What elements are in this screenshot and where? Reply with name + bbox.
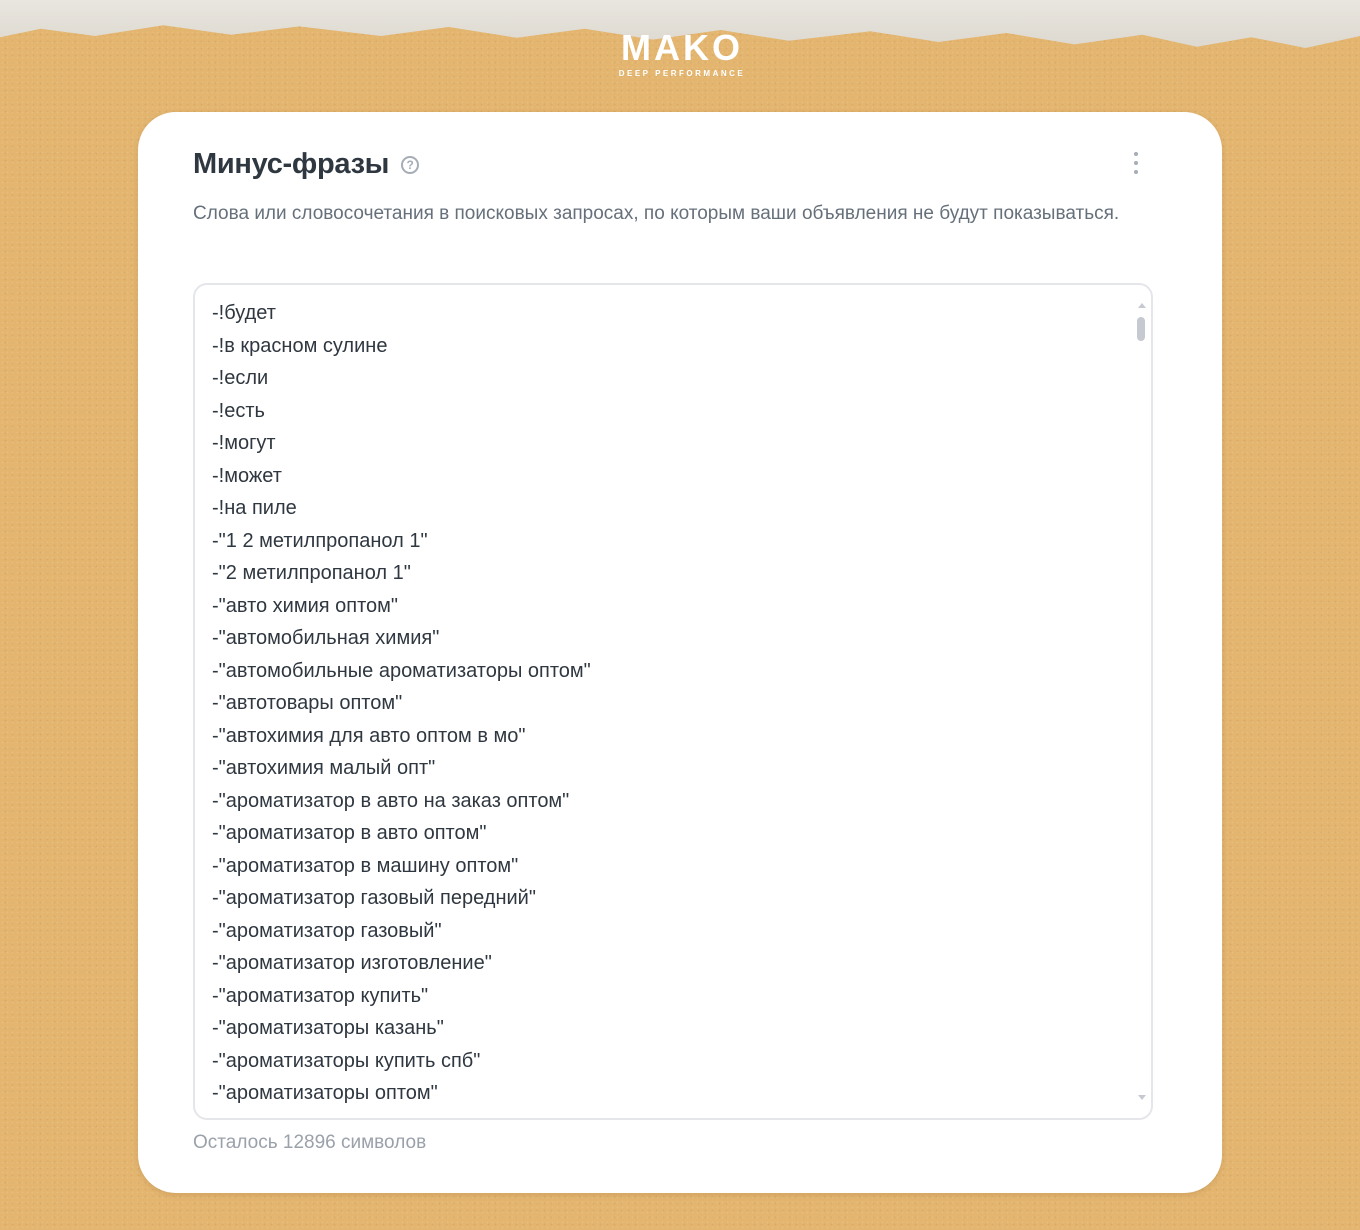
phrase-line: -"ароматизатор в авто оптом" — [212, 822, 487, 844]
phrase-line: -"ароматизаторы казань" — [212, 1017, 444, 1039]
phrase-line: -"автохимия для авто оптом в мо" — [212, 724, 526, 747]
phrase-line: -!в красном сулине — [212, 334, 388, 357]
logo-wordmark: MAKO — [621, 27, 743, 68]
phrase-line: -"автотовары оптом" — [212, 692, 403, 714]
phrase-line: -!есть — [212, 399, 265, 422]
phrase-line: -"ароматизаторы оптом" — [212, 1082, 438, 1104]
phrase-line: -"автохимия малый опт" — [212, 757, 436, 779]
brand-logo — [600, 27, 764, 78]
minus-phrases-textarea[interactable] — [193, 283, 1153, 1120]
scroll-down-arrow-icon[interactable] — [1138, 1095, 1146, 1100]
phrase-line: -"2 метилпропанол 1" — [212, 562, 411, 584]
phrase-line: -!будет — [212, 302, 276, 324]
scroll-thumb[interactable] — [1137, 317, 1145, 341]
phrase-line: -!могут — [212, 432, 276, 454]
section-description: Слова или словосочетания в поисковых запросах, по которым ваши объявления не будут показываться. — [193, 203, 1120, 224]
phrase-line: -"ароматизатор в авто на заказ оптом" — [212, 789, 570, 812]
phrase-line: -"ароматизатор газовый" — [212, 919, 442, 942]
section-title: Минус-фразы — [193, 148, 390, 180]
scrollbar[interactable] — [1133, 285, 1151, 1118]
phrase-line: -"ароматизатор изготовление" — [212, 952, 492, 974]
phrase-line: -"ароматизатор в машину оптом" — [212, 854, 519, 877]
help-icon[interactable]: ? — [401, 156, 419, 174]
phrase-line: -!может — [212, 464, 282, 487]
logo-tagline: DEEP PERFORMANCE — [618, 69, 746, 78]
phrase-line: -!на пиле — [212, 497, 297, 519]
phrase-line: -"ароматизаторы купить спб" — [212, 1049, 481, 1072]
phrase-line: -"ароматизатор купить" — [212, 984, 429, 1007]
phrase-line: -"ароматизатор газовый передний" — [212, 887, 536, 909]
phrase-line: -!если — [212, 367, 269, 389]
phrase-line: -"1 2 метилпропанол 1" — [212, 529, 428, 552]
characters-remaining: Осталось 12896 символов — [193, 1132, 427, 1153]
more-options-icon[interactable] — [1130, 152, 1142, 180]
card-header — [193, 148, 419, 181]
minus-phrases-card — [138, 112, 1222, 1193]
scroll-up-arrow-icon[interactable] — [1138, 303, 1146, 308]
phrase-line: -"автомобильные ароматизаторы оптом" — [212, 659, 591, 682]
phrase-lines — [212, 297, 591, 1110]
phrase-line: -"авто химия оптом" — [212, 594, 399, 617]
phrase-line: -"автомобильная химия" — [212, 627, 440, 649]
